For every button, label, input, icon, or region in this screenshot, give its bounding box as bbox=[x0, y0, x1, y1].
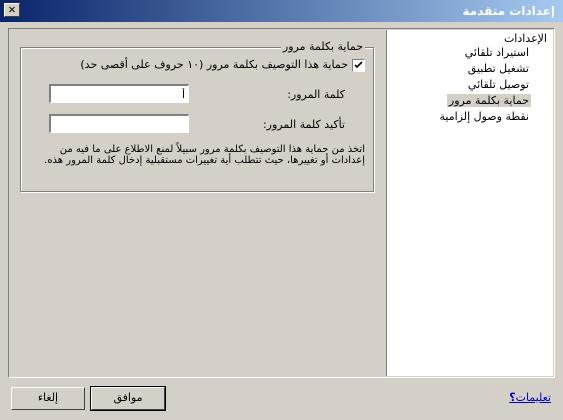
group-title: حماية بكلمة مرور bbox=[282, 40, 363, 53]
protection-description: اتخذ من حماية هذا التوصيف بكلمة مرور سبيلاً لمنع الاطلاع على ما فيه من إعدادات أو تغييرها، حيث تتطلب أية تغييرات مستقبلية إدخال كلمة المرور هذه. bbox=[44, 144, 365, 166]
password-label: كلمة المرور: bbox=[287, 88, 345, 101]
tree-item-auto-connect[interactable]: توصيل تلقائي bbox=[467, 78, 529, 91]
title-bar bbox=[0, 0, 563, 22]
help-link[interactable] bbox=[509, 391, 551, 404]
tree-item-mandatory-access-point[interactable]: نقطة وصول إلزامية bbox=[439, 110, 529, 123]
password-input[interactable] bbox=[49, 84, 189, 103]
protect-checkbox[interactable] bbox=[352, 59, 365, 72]
protect-checkbox-row[interactable] bbox=[80, 58, 365, 72]
window-title: إعدادات متقدمة bbox=[462, 4, 555, 18]
settings-tree bbox=[386, 30, 553, 376]
close-icon: ✕ bbox=[8, 2, 16, 16]
tree-root-settings[interactable]: الإعدادات bbox=[503, 32, 547, 45]
question-mark-icon: ؟ bbox=[509, 391, 516, 404]
confirm-password-label: تأكيد كلمة المرور: bbox=[262, 118, 345, 131]
ok-button[interactable]: موافق bbox=[91, 387, 165, 410]
protect-checkbox-label: حماية هذا التوصيف بكلمة مرور (١٠ حروف على أقصى حد) bbox=[80, 58, 348, 71]
tree-item-auto-import[interactable]: استيراد تلقائي bbox=[464, 46, 529, 59]
help-label: تعليمات bbox=[515, 391, 551, 404]
tree-item-password-protection[interactable]: حماية بكلمة مرور bbox=[448, 94, 529, 107]
tree-item-run-application[interactable]: تشغيل تطبيق bbox=[467, 62, 529, 75]
cancel-button[interactable]: إلغاء bbox=[11, 387, 85, 410]
password-protection-group bbox=[20, 40, 374, 192]
checkmark-icon bbox=[354, 61, 363, 70]
confirm-password-input[interactable] bbox=[49, 114, 189, 133]
close-button[interactable] bbox=[4, 3, 20, 17]
